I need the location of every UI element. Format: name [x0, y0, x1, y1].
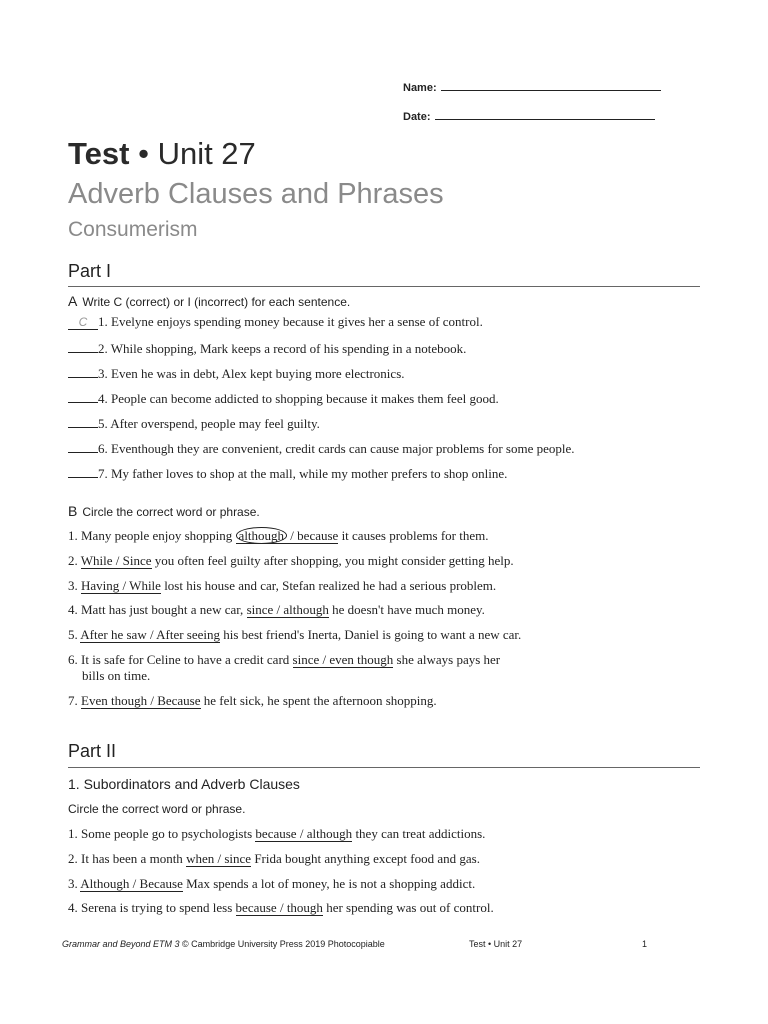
sentence-text: 4. People can become addicted to shopping because it makes them feel good.: [98, 391, 499, 406]
question-number: 2.: [68, 851, 78, 866]
sentence-text: 5. After overspend, people may feel guilty.: [98, 416, 320, 431]
choice-option-1[interactable]: While: [80, 553, 113, 568]
choice-group: [255, 826, 352, 842]
question-item: [68, 900, 494, 916]
question-text-pre: Serena is trying to spend less: [81, 900, 233, 915]
choice-separator: /: [129, 876, 140, 891]
answer-blank[interactable]: C: [68, 316, 98, 330]
question-text-post: you often feel guilty after shopping, you might consider getting help.: [151, 553, 514, 568]
question-number: 7.: [68, 693, 78, 708]
question-item: [68, 553, 514, 569]
choice-separator: /: [276, 900, 287, 915]
choice-separator: /: [273, 602, 284, 617]
footer-book-title: Grammar and Beyond ETM 3: [62, 939, 180, 949]
question-text-post: it causes problems for them.: [338, 528, 489, 543]
choice-option-1[interactable]: After he saw: [80, 627, 147, 642]
choice-option-2[interactable]: Because: [139, 876, 183, 891]
choice-option-1[interactable]: when: [186, 851, 215, 866]
page-subtitle: Adverb Clauses and Phrases: [68, 178, 444, 210]
title-bullet: •: [138, 136, 149, 171]
question-text-post: his best friend's Inerta, Daniel is going to want a new car.: [220, 627, 522, 642]
choice-group: [293, 652, 394, 668]
question-text-pre: Matt has just bought a new car,: [81, 602, 244, 617]
section-a-instruction-text: Write C (correct) or I (incorrect) for each sentence.: [82, 295, 351, 309]
footer-credit: [62, 939, 385, 949]
choice-option-1[interactable]: Although: [80, 876, 130, 891]
section-a-instruction: [68, 293, 350, 309]
choice-option-1[interactable]: although: [236, 527, 288, 544]
choice-separator: /: [119, 578, 130, 593]
part1-divider: [68, 286, 700, 287]
question-text-pre: Some people go to psychologists: [81, 826, 253, 841]
answer-blank[interactable]: [68, 439, 98, 453]
section-b-instruction-text: Circle the correct word or phrase.: [82, 505, 260, 519]
page-topic: Consumerism: [68, 218, 198, 241]
question-item: [68, 528, 489, 544]
question-number: 2.: [68, 553, 78, 568]
question-number: 1.: [68, 826, 78, 841]
answer-blank[interactable]: [68, 464, 98, 478]
question-number: 5.: [68, 627, 78, 642]
choice-separator: /: [287, 528, 298, 543]
list-item: [68, 389, 499, 407]
section-b-letter: B: [68, 503, 78, 519]
choice-option-2[interactable]: Since: [122, 553, 152, 568]
list-item: [68, 339, 466, 357]
choice-option-1[interactable]: since: [246, 602, 274, 617]
question-item: [68, 693, 437, 709]
choice-separator: /: [147, 693, 158, 708]
choice-separator: /: [112, 553, 123, 568]
sentence-text: 2. While shopping, Mark keeps a record of his spending in a notebook.: [98, 341, 467, 356]
footer-unit: Test • Unit 27: [469, 939, 523, 949]
title-test: Test: [68, 136, 130, 171]
question-text-pre: It is safe for Celine to have a credit card: [81, 652, 290, 667]
answer-blank[interactable]: [68, 339, 98, 353]
choice-option-2[interactable]: although: [306, 826, 353, 841]
choice-group: [80, 627, 220, 643]
part2-instruction: Circle the correct word or phrase.: [68, 802, 246, 816]
question-number: 4.: [68, 900, 78, 915]
page-title: [68, 136, 256, 172]
question-number: 3.: [68, 578, 78, 593]
sentence-text: 6. Eventhough they are convenient, credit cards can cause major problems for some people.: [98, 441, 575, 456]
answer-blank[interactable]: [68, 389, 98, 403]
choice-group: [81, 578, 161, 594]
question-number: 4.: [68, 602, 78, 617]
date-blank-line: [435, 109, 655, 120]
choice-option-2[interactable]: After seeing: [156, 627, 221, 642]
question-text-post: she always pays her: [393, 652, 501, 667]
choice-group: [247, 602, 329, 618]
choice-group: [186, 851, 251, 867]
choice-group: [80, 876, 183, 892]
list-item: [68, 364, 405, 382]
question-number: 6.: [68, 652, 78, 667]
question-item: [68, 627, 521, 643]
question-text-post: Max spends a lot of money, he is not a shopping addict.: [182, 876, 476, 891]
question-text-post: he doesn't have much money.: [328, 602, 485, 617]
part1-heading: Part I: [68, 261, 112, 281]
title-unit: Unit 27: [157, 136, 256, 171]
section-a-letter: A: [68, 293, 78, 309]
choice-separator: /: [146, 627, 157, 642]
choice-option-2[interactable]: since: [224, 851, 252, 866]
choice-group: [81, 693, 201, 709]
question-item: [68, 602, 485, 618]
list-item: [68, 314, 483, 330]
question-item: [68, 652, 500, 684]
date-field-row: [403, 109, 655, 123]
choice-group: [236, 528, 339, 544]
question-item: [68, 578, 496, 594]
question-text-post: Frida bought anything except food and gas.: [251, 851, 480, 866]
name-field-row: [403, 80, 661, 94]
choice-option-2[interactable]: though: [286, 900, 323, 915]
sentence-text: 1. Evelyne enjoys spending money because it gives her a sense of control.: [98, 314, 483, 329]
choice-group: [236, 900, 323, 916]
choice-option-2[interactable]: even though: [329, 652, 394, 667]
question-text-post: he felt sick, he spent the afternoon shopping.: [200, 693, 437, 708]
question-item: [68, 826, 485, 842]
choice-option-2[interactable]: although: [283, 602, 329, 617]
question-item: [68, 851, 480, 867]
question-text-pre: Many people enjoy shopping: [81, 528, 233, 543]
name-label: Name:: [403, 82, 437, 94]
choice-option-2[interactable]: Because: [157, 693, 201, 708]
choice-option-2[interactable]: because: [297, 528, 339, 543]
footer-page-number: 1: [642, 939, 648, 949]
list-item: [68, 464, 507, 482]
question-text-pre: It has been a month: [81, 851, 187, 866]
question-text-post: her spending was out of control.: [322, 900, 494, 915]
list-item: [68, 439, 575, 457]
answer-blank[interactable]: [68, 414, 98, 428]
choice-option-1[interactable]: because: [255, 826, 297, 841]
choice-option-1[interactable]: since: [292, 652, 320, 667]
question-text-continued: bills on time.: [82, 668, 151, 683]
choice-option-1[interactable]: because: [235, 900, 277, 915]
choice-option-1[interactable]: Even though: [81, 693, 148, 708]
date-label: Date:: [403, 111, 431, 123]
name-blank-line: [441, 80, 661, 91]
choice-separator: /: [296, 826, 307, 841]
choice-option-2[interactable]: While: [129, 578, 161, 593]
choice-option-1[interactable]: Having: [81, 578, 120, 593]
part2-subheading: 1. Subordinators and Adverb Clauses: [68, 776, 300, 792]
question-number: 3.: [68, 876, 78, 891]
choice-separator: /: [214, 851, 225, 866]
question-text-post: lost his house and car, Stefan realized he had a serious problem.: [160, 578, 497, 593]
sentence-text: 7. My father loves to shop at the mall, while my mother prefers to shop online.: [98, 466, 508, 481]
question-text-post: they can treat addictions.: [352, 826, 486, 841]
answer-blank[interactable]: [68, 364, 98, 378]
sentence-text: 3. Even he was in debt, Alex kept buying more electronics.: [98, 366, 405, 381]
question-item: [68, 876, 475, 892]
question-number: 1.: [68, 528, 78, 543]
list-item: [68, 414, 320, 432]
choice-group: [81, 553, 152, 569]
part2-heading: Part II: [68, 741, 117, 761]
footer-copyright: © Cambridge University Press 2019 Photocopiable: [179, 939, 385, 949]
choice-separator: /: [319, 652, 330, 667]
part2-divider: [68, 767, 700, 768]
section-b-instruction: [68, 503, 260, 519]
